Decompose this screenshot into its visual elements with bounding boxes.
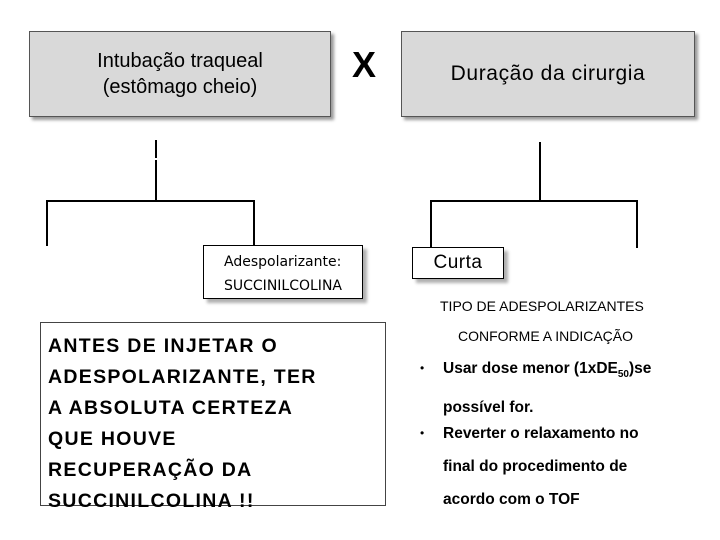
bullet-dose-prefix: Usar dose menor (1xDE bbox=[443, 360, 618, 377]
warning-line: A ABSOLUTA CERTEZA bbox=[48, 397, 294, 419]
cross-symbol: X bbox=[351, 44, 376, 85]
left-drop-left bbox=[46, 200, 48, 246]
warning-box bbox=[40, 322, 386, 512]
curta-box bbox=[412, 247, 504, 279]
warning-line: SUCCINILCOLINA !! bbox=[48, 490, 255, 512]
surgery-duration-label: Duração da cirurgia bbox=[450, 62, 646, 85]
bullet-reversal-line-2: final do procedimento de bbox=[443, 458, 628, 475]
bullet-dose-suffix: )se bbox=[629, 360, 652, 377]
intubation-line-1: Intubação traqueal bbox=[97, 50, 263, 72]
left-stem bbox=[155, 160, 157, 202]
bullet-item-dose bbox=[420, 352, 715, 424]
intubation-box bbox=[29, 31, 331, 117]
right-drop-left bbox=[430, 200, 432, 248]
left-horizontal bbox=[46, 200, 255, 202]
intubation-line-2: (estômago cheio) bbox=[102, 76, 258, 98]
adespolarizante-line-1: Adespolarizante: bbox=[224, 254, 342, 270]
bullet-dose-line-2: possível for. bbox=[443, 399, 534, 417]
bullet-dose-subscript: 50 bbox=[617, 369, 629, 381]
indication-heading: CONFORME A INDICAÇÃO bbox=[458, 328, 634, 344]
bullet-icon: • bbox=[420, 361, 425, 375]
right-drop-right bbox=[636, 200, 638, 248]
surgery-duration-box bbox=[401, 31, 695, 117]
bullet-item-reversal bbox=[420, 417, 715, 516]
right-stem bbox=[539, 142, 541, 202]
bullet-icon: • bbox=[420, 426, 425, 440]
right-horizontal bbox=[430, 200, 638, 202]
adespolarizante-type-heading: TIPO DE ADESPOLARIZANTES bbox=[440, 298, 644, 314]
curta-label: Curta bbox=[433, 252, 483, 273]
left-drop-right bbox=[253, 200, 255, 246]
bullet-reversal-line-3: acordo com o TOF bbox=[443, 491, 580, 508]
warning-line: QUE HOUVE bbox=[48, 428, 177, 450]
warning-line: ADESPOLARIZANTE, TER bbox=[48, 366, 317, 388]
warning-line: RECUPERAÇÃO DA bbox=[48, 459, 253, 481]
bullet-reversal-line-1: Reverter o relaxamento no bbox=[443, 425, 639, 442]
left-stem-short bbox=[155, 140, 157, 158]
adespolarizante-line-2: SUCCINILCOLINA bbox=[224, 278, 342, 294]
warning-line: ANTES DE INJETAR O bbox=[48, 335, 278, 357]
adespolarizante-box bbox=[203, 245, 363, 299]
